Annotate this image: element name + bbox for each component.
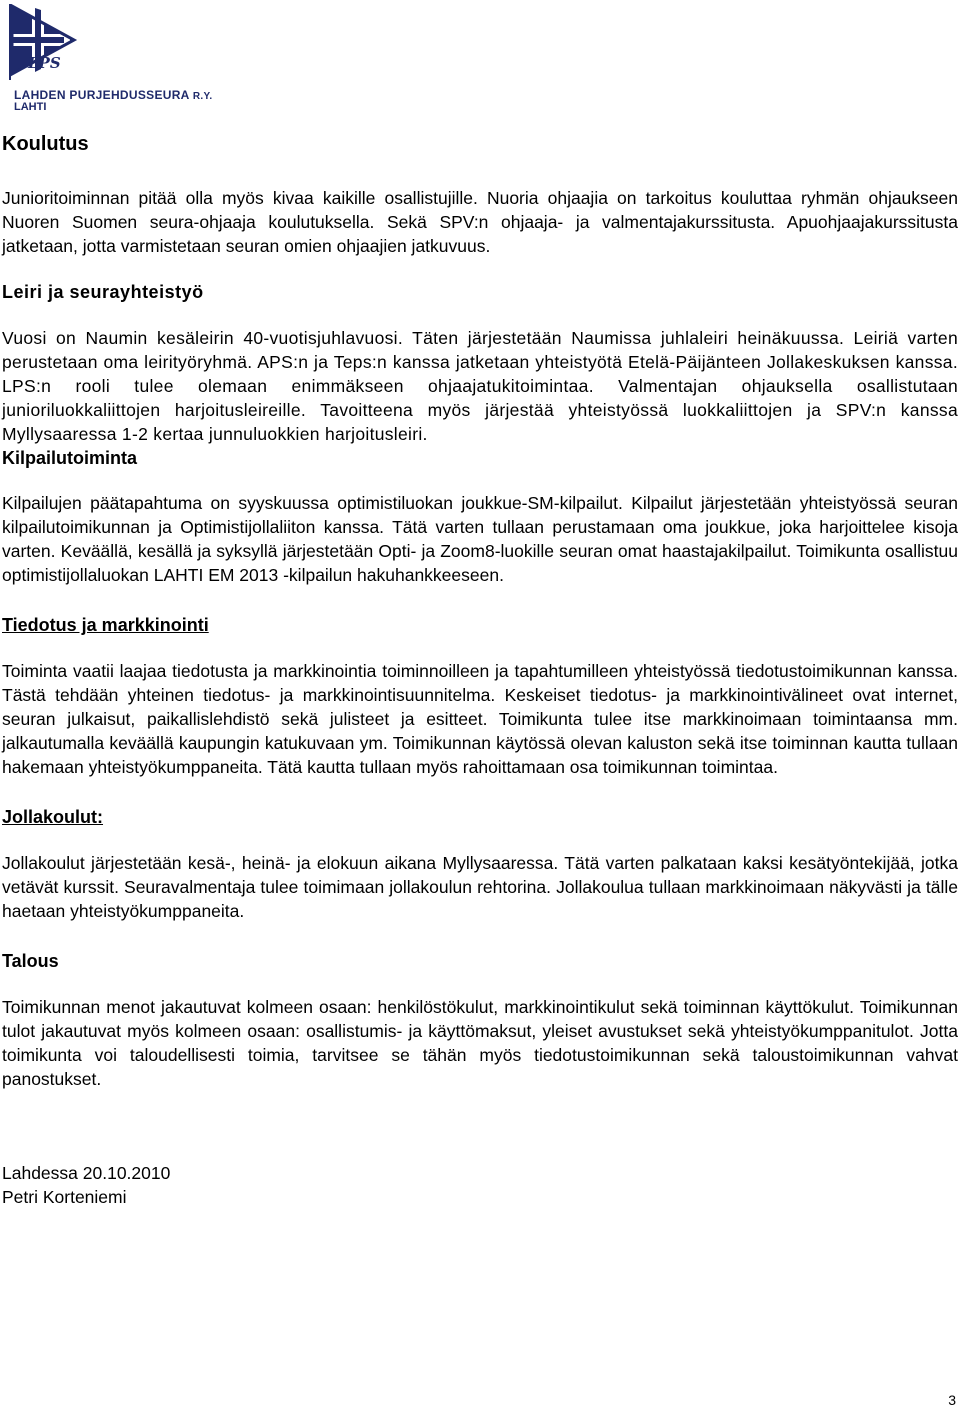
logo-city: LAHTI — [14, 101, 47, 113]
section-paragraph: Junioritoiminnan pitää olla myös kivaa kaikille osallistujille. Nuoria ohjaajia on tarkoitus kouluttaa ryhmän ohjaukseen Nuoren Suomen seura-ohjaaja koulutuksella. Sekä SPV:n ohjaaja- ja valmentajakurssitusta. Apuohjaajakurssitusta jatketaan, jotta varmistetaan seuran omien ohjaajien jatkuvuus. — [2, 188, 958, 256]
logo-club-name: LAHDEN PURJEHDUSSEURA R.Y. — [14, 88, 213, 102]
signature-place-date: Lahdessa 20.10.2010 — [2, 1163, 171, 1183]
section-heading: Talous — [2, 951, 59, 971]
club-logo — [6, 4, 212, 112]
section-heading: Jollakoulut: — [2, 807, 104, 827]
section-heading: Tiedotus ja markkinointi — [2, 615, 209, 635]
signature-name: Petri Korteniemi — [2, 1187, 127, 1207]
section-leiri — [2, 280, 958, 446]
logo-monogram: LPS — [28, 54, 61, 72]
section-paragraph: Toiminta vaatii laajaa tiedotusta ja markkinointia toiminnoilleen ja tapahtumilleen yhteistyössä tiedotustoimikunnan kanssa. Tästä tehdään yhteinen tiedotus- ja markkinointisuunnitelma. Keskeiset tiedotus- ja markkinointivälineet ovat internet, seuran julkaisut, paikallislehdistö sekä julisteet ja esitteet. Toimikunta tulee itse markkinoimaan toimintaansa mm. jalkautumalla keväällä kaupungin katukuvaan ym. Toimikunnan käytössä olevan kaluston sekä itse toiminnan kautta tullaan hakemaan yhteistyökumppaneita. Tätä kautta tullaan myös rahoittamaan osa toimikunnan toimintaa. — [2, 661, 958, 777]
section-paragraph: Jollakoulut järjestetään kesä-, heinä- ja elokuun aikana Myllysaaressa. Tätä varten palkataan kaksi kesätyöntekijää, jotka vetävät kurssit. Seuravalmentaja tulee toimimaan jollakoulun rehtorina. Jollakoulua tullaan markkinoimaan näkyvästi ja tälle haetaan yhteistyökumppaneita. — [2, 853, 958, 921]
section-talous — [2, 949, 958, 1091]
section-paragraph: Kilpailujen päätapahtuma on syyskuussa optimistiluokan joukkue-SM-kilpailut. Kilpailut järjestetään yhteistyössä seuran kilpailutoimikunnan ja Optimistijollaliiton kanssa. Tätä varten tullaan perustamaan oma joukkue, joka harjoittelee kisoja varten. Keväällä, kesällä ja syksyllä järjestetään Opti- ja Zoom8-luokille seuran omat haastajakilpailut. Toimikunta osallistuu optimistijollaluokan LAHTI EM 2013 -kilpailun hakuhankkeeseen. — [2, 493, 958, 585]
section-tiedotus — [2, 613, 958, 779]
document-body — [2, 128, 958, 1209]
section-jollakoulut — [2, 805, 958, 923]
section-paragraph: Toimikunnan menot jakautuvat kolmeen osaan: henkilöstökulut, markkinointikulut sekä toiminnan käyttökulut. Toimikunnan tulot jakautuvat myös kolmeen osaan: osallistumis- ja käyttömaksut, yleiset avustukset sekä yhteistyökumppanitulot. Jotta toimikunta voi taloudellisesti toimia, tarvitsee se tähän myös tiedotustoimikunnan sekä taloustoimikunnan vahvat panostukset. — [2, 997, 958, 1089]
section-heading: Kilpailutoiminta — [2, 448, 137, 468]
section-paragraph: Vuosi on Naumin kesäleirin 40-vuotisjuhlavuosi. Täten järjestetään Naumissa juhlaleiri heinäkuussa. Leiriä varten perustetaan oma leirityöryhmä. APS:n ja Teps:n kanssa jatketaan yhteistyötä Etelä-Päijänteen Jollakeskuksen kanssa. LPS:n rooli tulee olemaan enimmäkseen ohjaajatukitoimintaa. Valmentajan ohjauksella osallistutaan junioriluokkaliittojen harjoitusleireille. Tavoitteena myös järjestää yhteistyössä luokkaliittojen ja SPV:n kanssa Myllysaaressa 1-2 kertaa junnuluokkien harjoitusleiri. — [2, 328, 958, 444]
section-kilpailu — [2, 446, 958, 587]
section-heading: Koulutus — [2, 133, 89, 155]
section-heading: Leiri ja seurayhteistyö — [2, 282, 204, 302]
signature-block — [2, 1161, 958, 1209]
page-number: 3 — [948, 1392, 956, 1408]
section-koulutus — [2, 132, 958, 258]
